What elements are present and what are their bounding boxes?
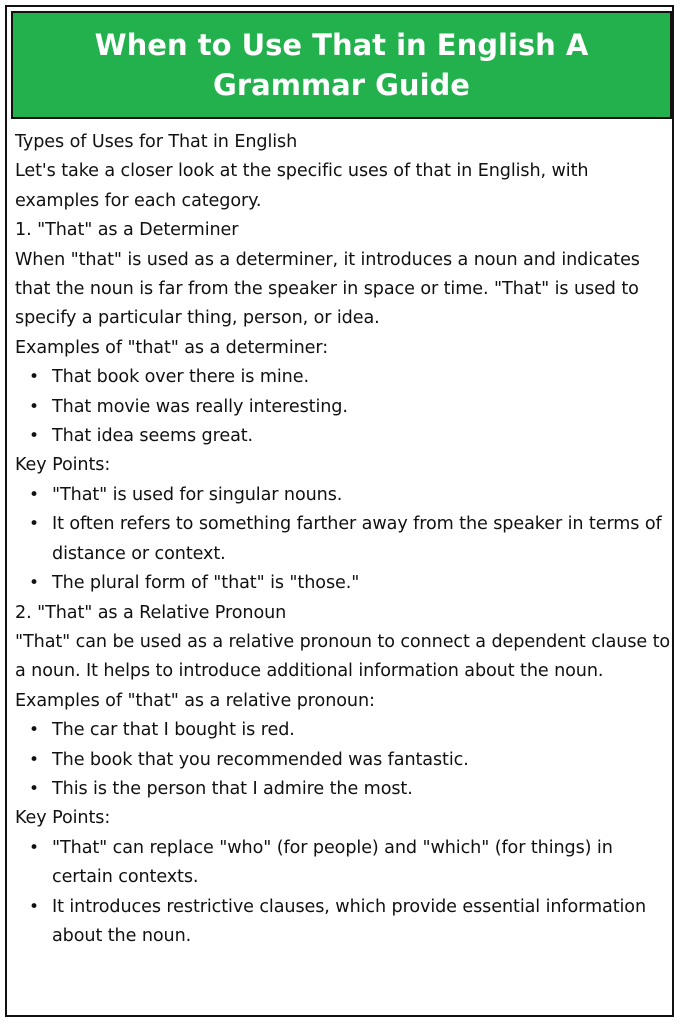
relative-pronoun-paragraph: "That" can be used as a relative pronoun to connect a dependent clause to a noun. It helps to introduce additional information about the noun. xyxy=(15,631,671,682)
intro-paragraph: Let's take a closer look at the specific uses of that in English, with examples for each category. xyxy=(15,161,589,211)
key-points-label-2: Key Points: xyxy=(15,808,111,829)
list-item xyxy=(29,510,671,569)
list-item-text: It introduces restrictive clauses, which provide essential information about the noun. xyxy=(52,896,647,946)
bullet-icon: • xyxy=(29,367,39,388)
list-item-text: That book over there is mine. xyxy=(52,367,309,388)
bullet-icon: • xyxy=(29,749,39,770)
key-points-list-2 xyxy=(15,834,671,952)
bullet-icon: • xyxy=(29,514,39,535)
subheading-determiner: 1. "That" as a Determiner xyxy=(15,220,239,241)
key-points-list-1 xyxy=(15,481,671,599)
list-item-text: "That" can replace "who" (for people) and "which" (for things) in certain contexts. xyxy=(52,837,613,888)
bullet-icon: • xyxy=(29,484,39,505)
subheading-relative-pronoun: 2. "That" as a Relative Pronoun xyxy=(15,602,287,623)
article-body xyxy=(15,128,671,951)
bullet-icon: • xyxy=(29,426,39,447)
list-item xyxy=(29,834,671,893)
list-item xyxy=(29,481,671,510)
relative-examples-list xyxy=(15,716,671,804)
determiner-examples-label: Examples of "that" as a determiner: xyxy=(15,337,329,358)
bullet-icon: • xyxy=(29,573,39,594)
list-item-text: The book that you recommended was fantastic. xyxy=(52,749,469,770)
determiner-paragraph: When "that" is used as a determiner, it introduces a noun and indicates that the noun is far from the speaker in space or time. "That" is used to specify a particular thing, person, or idea. xyxy=(15,249,640,329)
list-item-text: It often refers to something farther away from the speaker in terms of distance or context. xyxy=(52,514,662,564)
bullet-icon: • xyxy=(29,720,39,741)
list-item xyxy=(29,893,671,952)
determiner-examples-list xyxy=(15,363,671,451)
list-item xyxy=(29,746,671,775)
list-item-text: That movie was really interesting. xyxy=(52,396,348,417)
list-item-text: This is the person that I admire the most. xyxy=(52,778,413,799)
list-item xyxy=(29,422,671,451)
key-points-label-1: Key Points: xyxy=(15,455,111,476)
list-item-text: That idea seems great. xyxy=(52,426,254,447)
section-heading: Types of Uses for That in English xyxy=(15,132,298,152)
list-item xyxy=(29,363,671,392)
list-item xyxy=(29,775,671,804)
bullet-icon: • xyxy=(29,778,39,799)
list-item xyxy=(29,393,671,422)
title-banner xyxy=(11,11,672,119)
list-item xyxy=(29,716,671,745)
list-item-text: The plural form of "that" is "those." xyxy=(52,573,360,594)
page-title: When to Use That in English A Grammar Guide xyxy=(94,28,589,102)
list-item-text: "That" is used for singular nouns. xyxy=(52,484,343,505)
list-item xyxy=(29,569,671,598)
bullet-icon: • xyxy=(29,396,39,417)
list-item-text: The car that I bought is red. xyxy=(52,720,295,741)
relative-examples-label: Examples of "that" as a relative pronoun: xyxy=(15,690,375,711)
bullet-icon: • xyxy=(29,837,39,858)
bullet-icon: • xyxy=(29,896,39,917)
